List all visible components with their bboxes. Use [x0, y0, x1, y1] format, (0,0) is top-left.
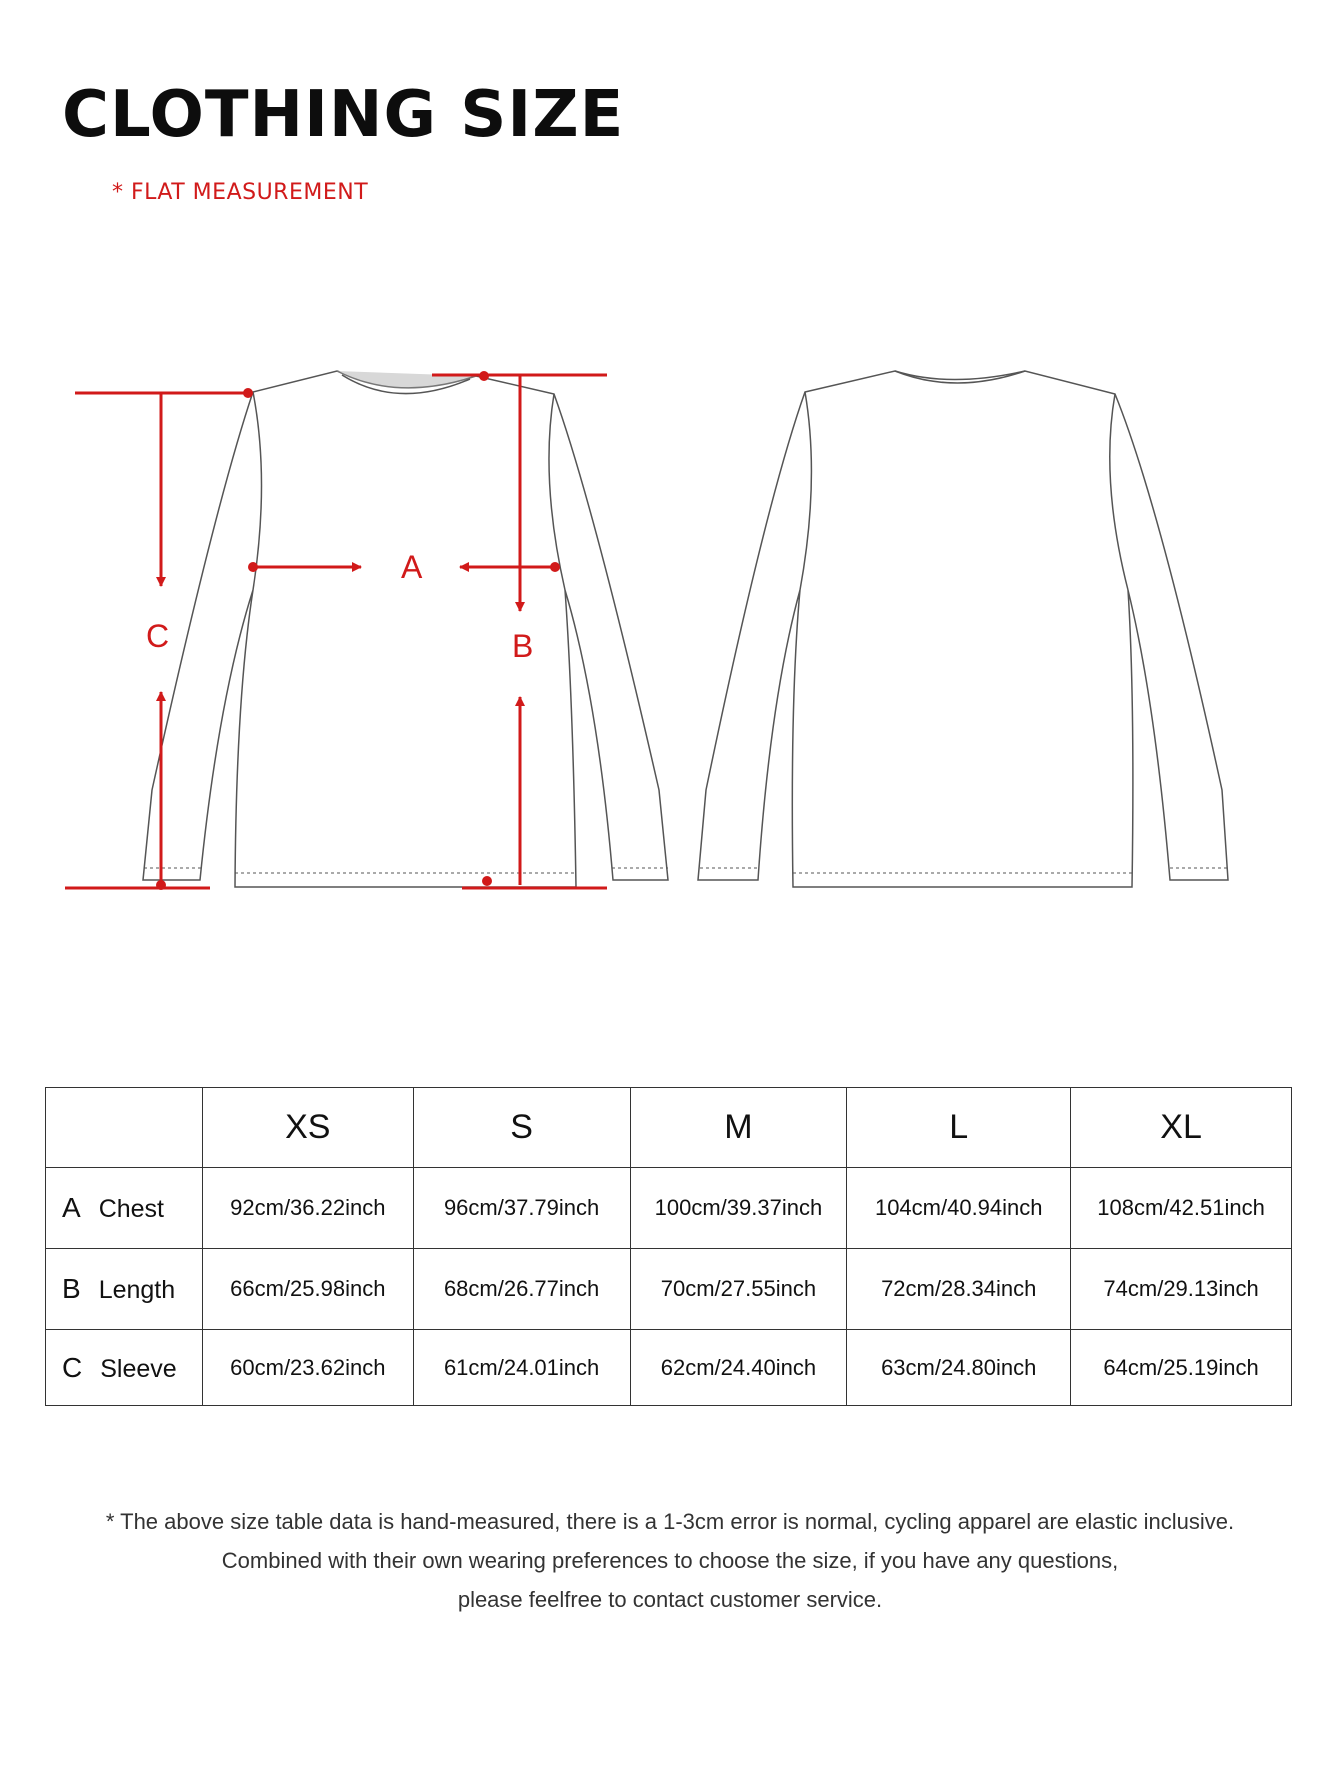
table-cell: 72cm/28.34inch — [847, 1249, 1071, 1330]
page-title: CLOTHING SIZE — [62, 78, 625, 152]
flat-measurement-note: * FLAT MEASUREMENT — [112, 180, 369, 205]
row-name: Length — [98, 1276, 176, 1304]
table-cell: 63cm/24.80inch — [847, 1330, 1071, 1406]
table-cell: 66cm/25.98inch — [202, 1249, 413, 1330]
disclaimer-line: Combined with their own wearing preferences to choose the size, if you have any questions, — [221, 1548, 1119, 1573]
table-cell: 60cm/23.62inch — [202, 1330, 413, 1406]
size-header-row — [46, 1088, 1292, 1168]
shirt-measurement-diagram — [0, 360, 1340, 920]
row-label-sleeve — [46, 1330, 203, 1406]
disclaimer-line: please feelfree to contact customer service. — [457, 1587, 883, 1612]
shirt-front — [143, 371, 668, 887]
label-sleeve-c: C — [146, 618, 170, 654]
size-xl-header: XL — [1071, 1088, 1292, 1168]
table-row-length — [46, 1249, 1292, 1330]
size-l-header: L — [847, 1088, 1071, 1168]
table-cell: 70cm/27.55inch — [630, 1249, 847, 1330]
row-name: Sleeve — [100, 1354, 177, 1383]
row-label-length — [46, 1249, 203, 1330]
table-cell: 100cm/39.37inch — [630, 1168, 847, 1249]
size-table — [45, 1087, 1292, 1406]
corner-cell — [46, 1088, 203, 1168]
row-letter: B — [62, 1273, 81, 1304]
row-label-chest — [46, 1168, 203, 1249]
label-chest-a: A — [401, 549, 423, 585]
size-m-header: M — [630, 1088, 847, 1168]
table-cell: 104cm/40.94inch — [847, 1168, 1071, 1249]
row-name: Chest — [98, 1195, 164, 1223]
table-cell: 74cm/29.13inch — [1071, 1249, 1292, 1330]
size-xs-header: XS — [202, 1088, 413, 1168]
row-letter: C — [62, 1351, 83, 1383]
table-cell: 64cm/25.19inch — [1071, 1330, 1292, 1406]
row-letter: A — [62, 1192, 81, 1223]
size-s-header: S — [413, 1088, 630, 1168]
table-cell: 62cm/24.40inch — [630, 1330, 847, 1406]
table-cell: 68cm/26.77inch — [413, 1249, 630, 1330]
label-length-b: B — [512, 628, 534, 664]
table-row-chest — [46, 1168, 1292, 1249]
table-cell: 96cm/37.79inch — [413, 1168, 630, 1249]
shirt-back — [698, 371, 1228, 887]
table-cell: 92cm/36.22inch — [202, 1168, 413, 1249]
disclaimer-line: * The above size table data is hand-measured, there is a 1-3cm error is normal, cycling apparel are elastic inclusive. — [105, 1509, 1235, 1534]
table-cell: 61cm/24.01inch — [413, 1330, 630, 1406]
table-cell: 108cm/42.51inch — [1071, 1168, 1292, 1249]
table-row-sleeve — [46, 1330, 1292, 1406]
measurement-disclaimer — [0, 1502, 1340, 1619]
